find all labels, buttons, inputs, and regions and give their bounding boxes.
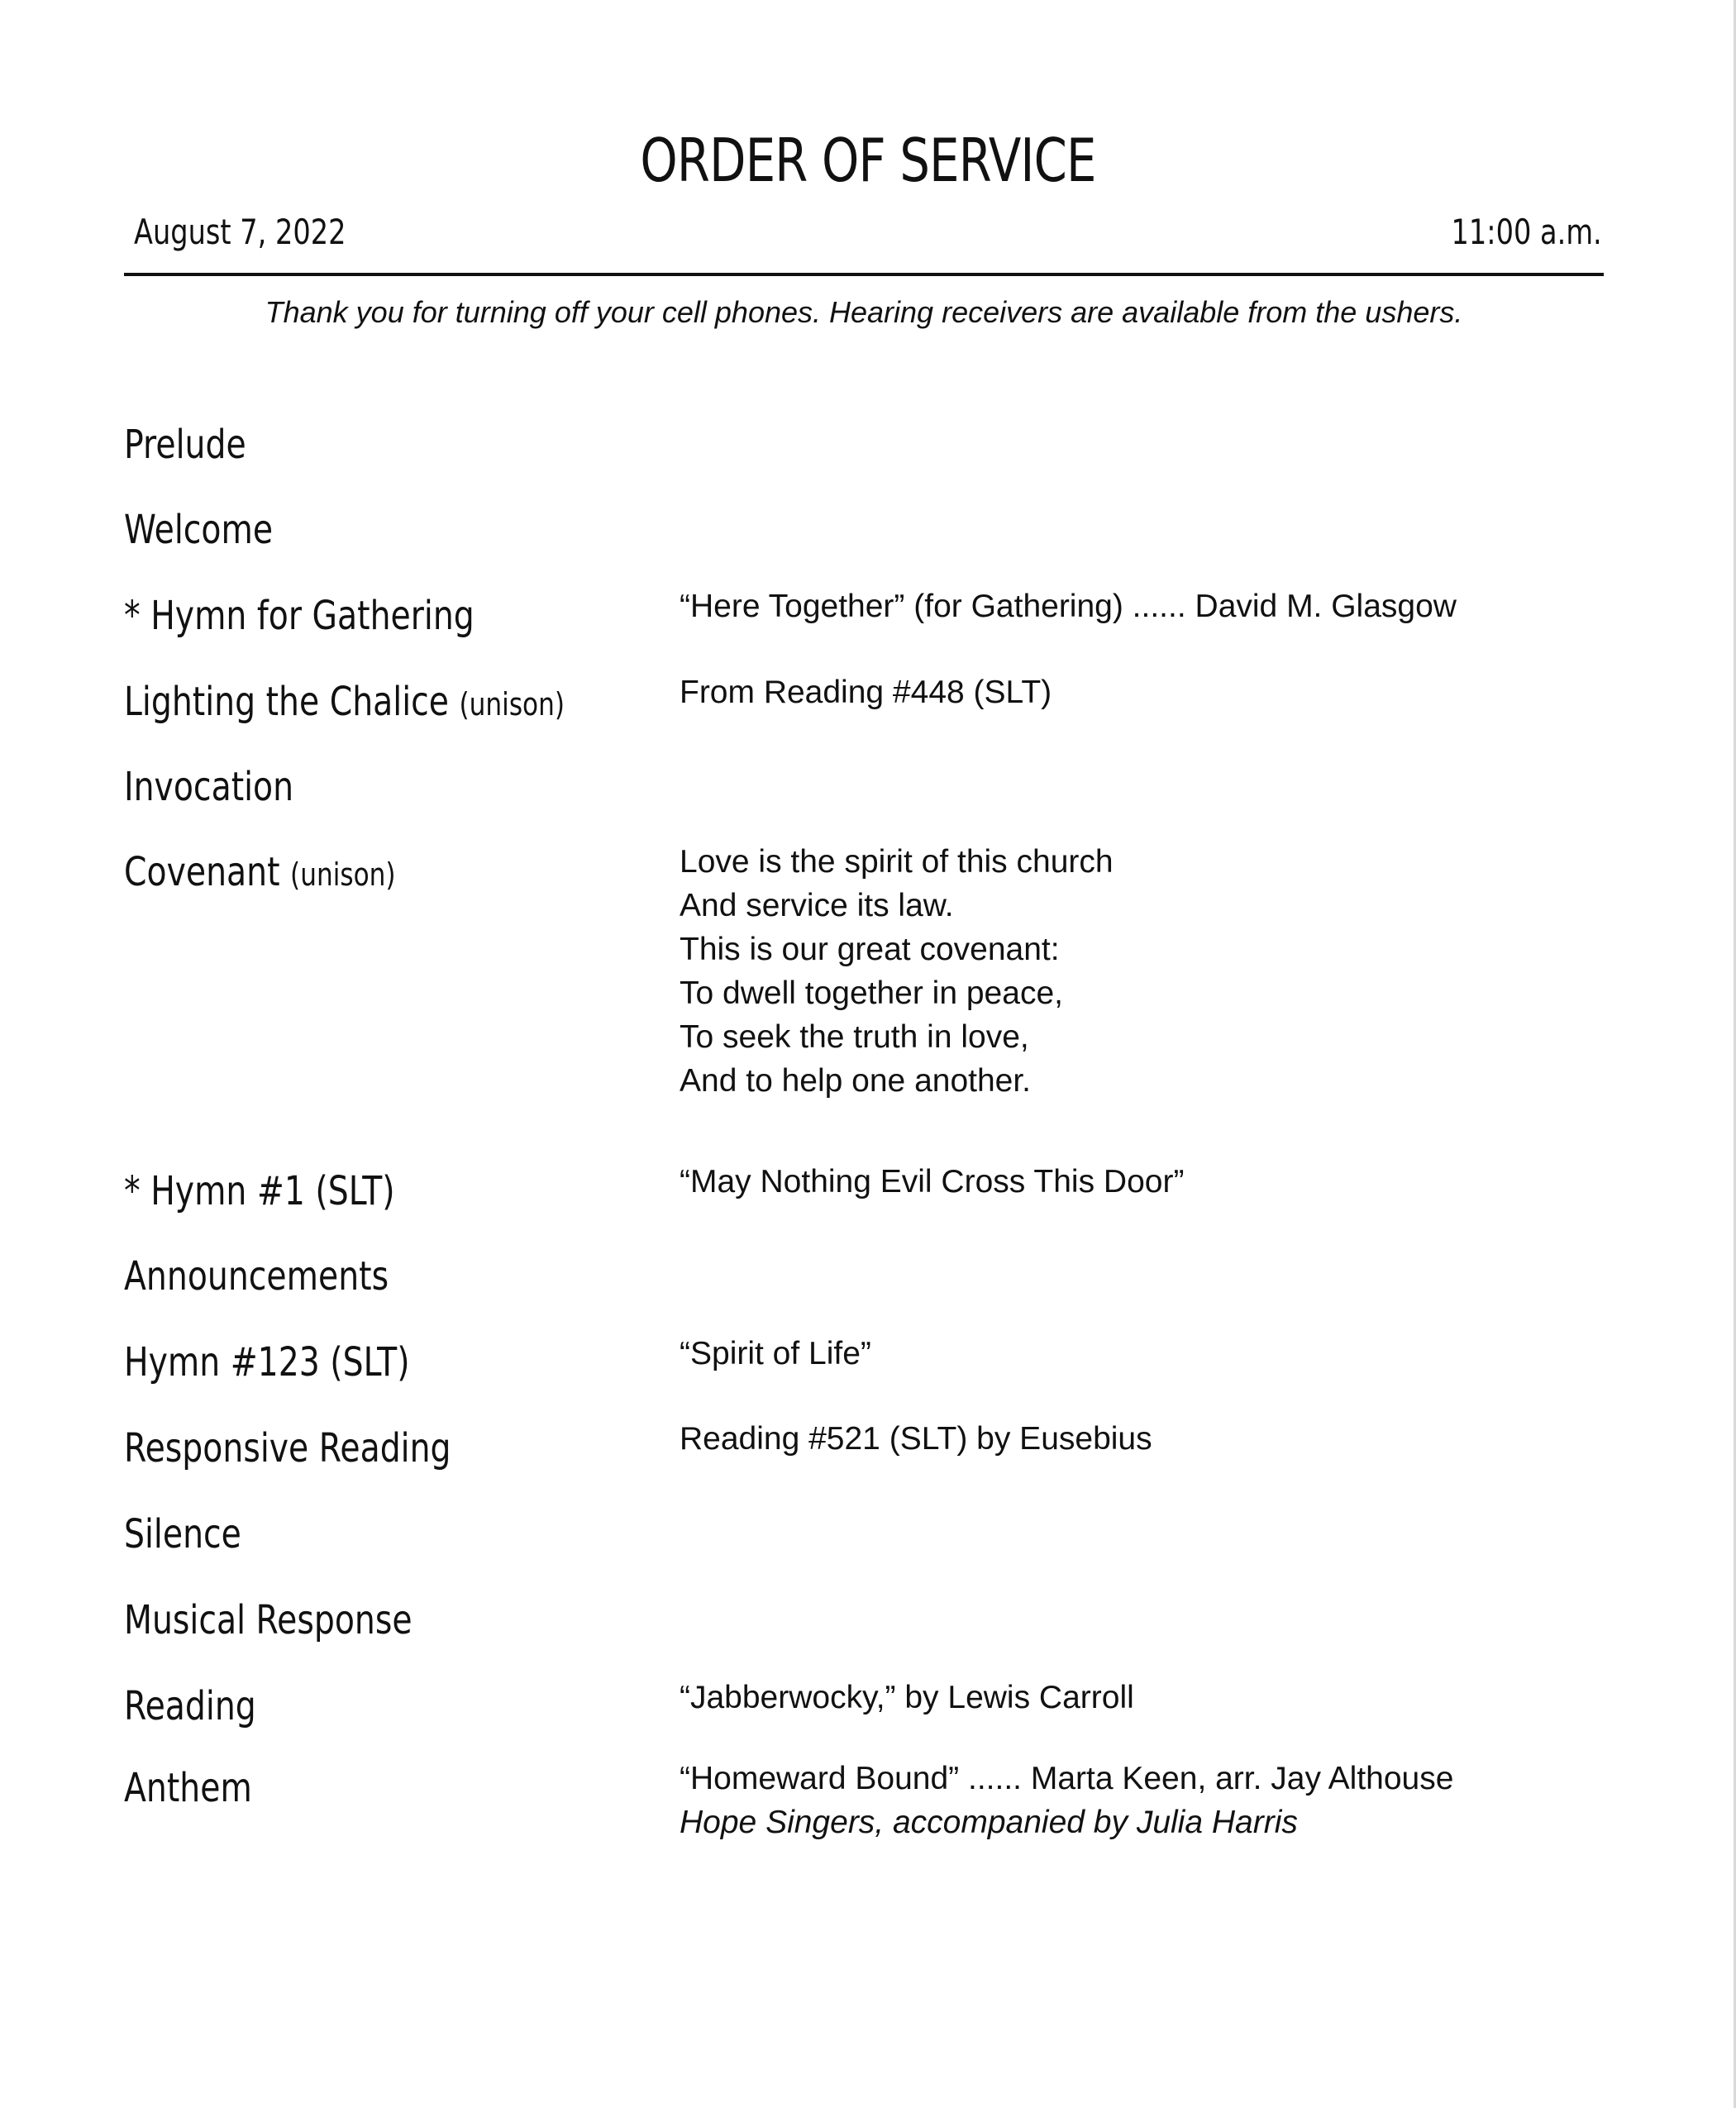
phone-notice: Thank you for turning off your cell phones. Hearing receivers are available from the ushers. bbox=[265, 295, 1463, 329]
item-label: Silence bbox=[124, 1511, 241, 1557]
item-label bbox=[124, 679, 565, 725]
item-detail bbox=[680, 1676, 1604, 1719]
detail-line: To seek the truth in love, bbox=[680, 1019, 1029, 1055]
detail-line: To dwell together in peace, bbox=[680, 975, 1063, 1011]
item-detail bbox=[680, 1757, 1604, 1844]
detail-line: “Spirit of Life” bbox=[680, 1336, 871, 1371]
item-label: Invocation bbox=[124, 764, 294, 810]
detail-line: And to help one another. bbox=[680, 1063, 1032, 1099]
item-label: * Hymn for Gathering bbox=[124, 593, 475, 639]
item-label: Responsive Reading bbox=[124, 1425, 451, 1471]
header-rule bbox=[124, 273, 1604, 276]
detail-line: Reading #521 (SLT) by Eusebius bbox=[680, 1421, 1152, 1457]
item-detail bbox=[680, 584, 1604, 628]
detail-line: And service its law. bbox=[680, 888, 954, 923]
item-label: * Hymn #1 (SLT) bbox=[124, 1168, 395, 1214]
detail-line: This is our great covenant: bbox=[680, 932, 1060, 967]
item-detail bbox=[680, 1417, 1604, 1461]
item-label: Welcome bbox=[124, 507, 274, 553]
detail-line: Love is the spirit of this church bbox=[680, 844, 1114, 880]
detail-line: “Homeward Bound” ...... Marta Keen, arr. Jay Althouse bbox=[680, 1761, 1454, 1796]
detail-performers: Hope Singers, accompanied by Julia Harris bbox=[680, 1805, 1298, 1840]
item-label: Announcements bbox=[124, 1253, 389, 1300]
detail-line: From Reading #448 (SLT) bbox=[680, 675, 1052, 710]
detail-line: “Here Together” (for Gathering) ...... David M. Glasgow bbox=[680, 589, 1457, 624]
item-detail bbox=[680, 670, 1604, 714]
item-label: Prelude bbox=[124, 422, 246, 468]
detail-line: “May Nothing Evil Cross This Door” bbox=[680, 1164, 1185, 1199]
item-detail bbox=[680, 1160, 1604, 1204]
item-label: Hymn #123 (SLT) bbox=[124, 1339, 410, 1385]
item-label bbox=[124, 851, 558, 894]
item-label-text: Lighting the Chalice bbox=[124, 679, 449, 725]
detail-line: “Jabberwocky,” by Lewis Carroll bbox=[680, 1680, 1134, 1715]
service-time: 11:00 a.m. bbox=[1451, 212, 1602, 252]
item-detail bbox=[680, 1332, 1604, 1376]
item-detail bbox=[680, 840, 1604, 1103]
item-label-sub: (unison) bbox=[290, 856, 396, 893]
item-label: Anthem bbox=[124, 1765, 252, 1811]
item-label: Reading bbox=[124, 1683, 256, 1729]
service-date: August 7, 2022 bbox=[134, 212, 346, 252]
item-label-sub: (unison) bbox=[459, 686, 565, 723]
item-label: Musical Response bbox=[124, 1597, 413, 1643]
item-label-text: Covenant bbox=[124, 849, 280, 895]
page-title: ORDER OF SERVICE bbox=[640, 126, 1096, 195]
